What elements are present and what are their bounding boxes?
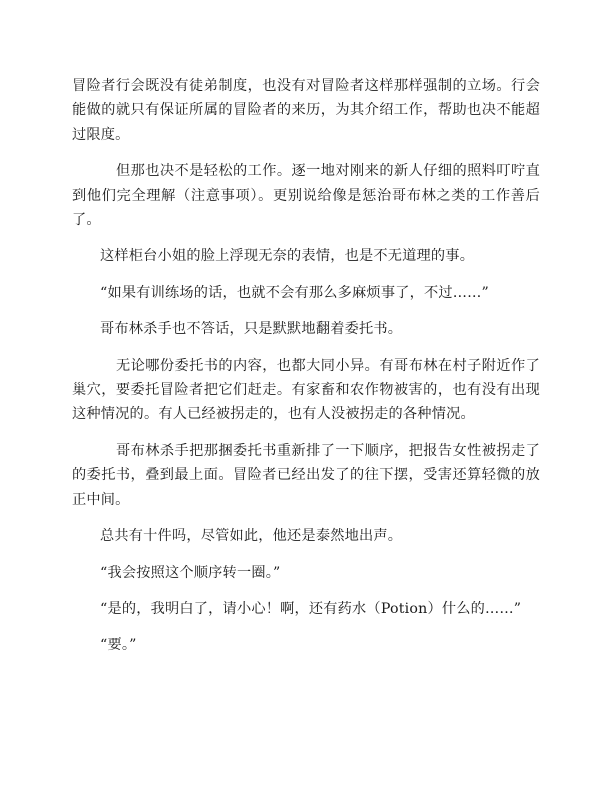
paragraph-4: “如果有训练场的话，也就不会有那么多麻烦事了，不过……” bbox=[100, 284, 489, 301]
paragraph-1: 冒险者行会既没有徒弟制度，也没有对冒险者这样那样强制的立场。行会能做的就只有保证所属的冒险者的来历，为其介绍工作，帮助也决不能超过限度。 bbox=[72, 78, 540, 143]
paragraph-2: 但那也决不是轻松的工作。逐一地对刚来的新人仔细的照料叮咛直到他们完全理解（注意事项）。更别说给像是惩治哥布林之类的工作善后了。 bbox=[72, 163, 540, 229]
paragraph-10: “是的，我明白了，请小心！啊，还有药水（Potion）什么的……” bbox=[100, 600, 522, 617]
paragraph-3: 这样柜台小姐的脸上浮现无奈的表情，也是不无道理的事。 bbox=[100, 248, 475, 265]
document-page bbox=[72, 74, 540, 658]
paragraph-6: 无论哪份委托书的内容，也都大同小异。有哥布林在村子附近作了巢穴，要委托冒险者把它们赶走。有家畜和农作物被害的，也有没有出现这种情况的。有人已经被拐走的，也有人没被拐走的各种情况。 bbox=[72, 357, 540, 423]
paragraph-9: “我会按照这个顺序转一圈。” bbox=[100, 564, 281, 581]
paragraph-5: 哥布林杀手也不答话，只是默默地翻着委托书。 bbox=[100, 321, 403, 338]
paragraph-7: 哥布林杀手把那捆委托书重新排了一下顺序，把报告女性被拐走了的委托书，叠到最上面。冒险者已经出发了的往下摆，受害还算轻微的放正中间。 bbox=[72, 442, 540, 508]
paragraph-8: 总共有十件吗，尽管如此，他还是泰然地出声。 bbox=[100, 528, 403, 545]
paragraph-11: “要。” bbox=[100, 637, 137, 654]
